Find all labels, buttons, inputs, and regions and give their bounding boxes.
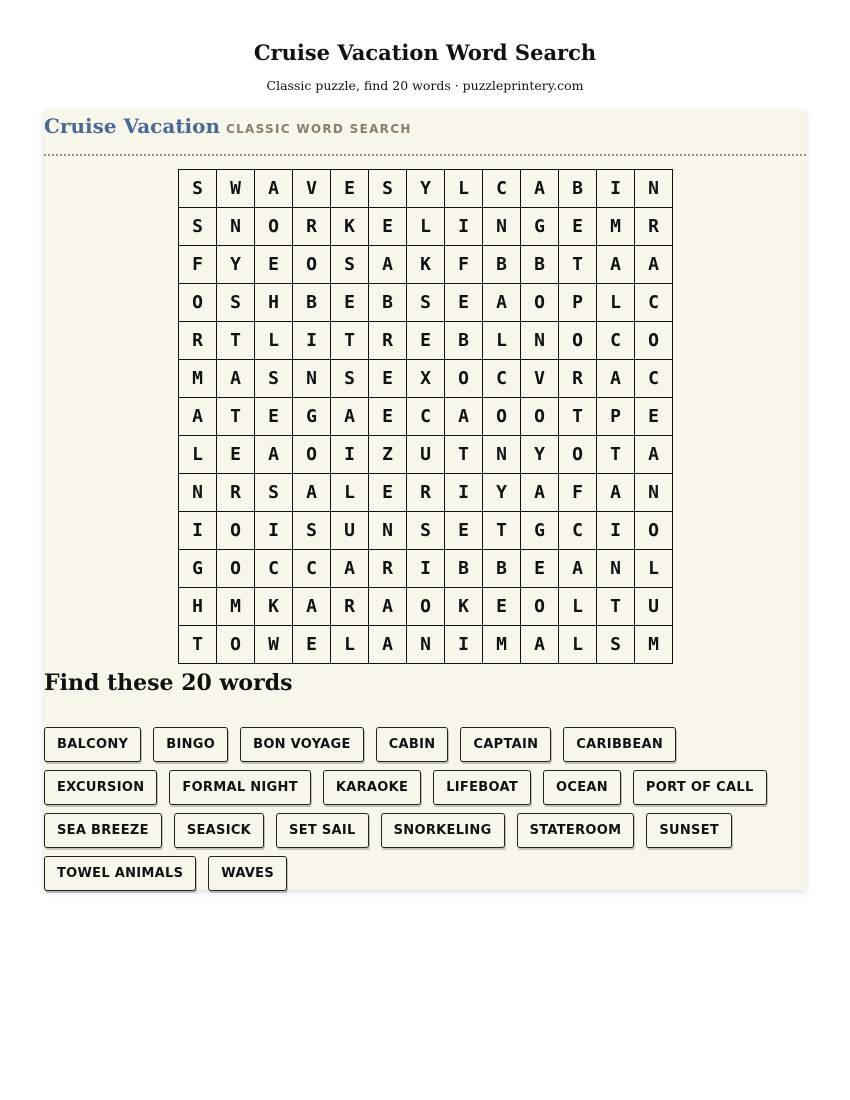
word-chip[interactable]: STATEROOM — [517, 813, 635, 848]
grid-cell[interactable]: Y — [521, 436, 559, 474]
card-header — [44, 110, 806, 156]
grid-cell[interactable]: Y — [217, 246, 255, 284]
grid-cell[interactable]: K — [407, 246, 445, 284]
word-chip[interactable]: SEA BREEZE — [44, 813, 162, 848]
grid-cell[interactable]: S — [217, 284, 255, 322]
letter-grid — [178, 169, 673, 664]
word-chip[interactable]: BON VOYAGE — [240, 727, 364, 762]
grid-cell[interactable]: S — [255, 474, 293, 512]
grid-cell[interactable]: R — [179, 322, 217, 360]
grid-cell[interactable]: M — [483, 626, 521, 664]
grid-cell[interactable]: O — [293, 436, 331, 474]
grid-cell[interactable]: Y — [407, 170, 445, 208]
grid-cell[interactable]: T — [445, 436, 483, 474]
word-chip[interactable]: LIFEBOAT — [433, 770, 531, 805]
grid-cell[interactable]: A — [521, 474, 559, 512]
grid-cell[interactable]: L — [635, 550, 673, 588]
grid-cell[interactable]: R — [559, 360, 597, 398]
grid-cell[interactable]: W — [255, 626, 293, 664]
grid-cell[interactable]: N — [179, 474, 217, 512]
grid-cell[interactable]: I — [255, 512, 293, 550]
grid-cell[interactable]: C — [635, 284, 673, 322]
grid-cell[interactable]: M — [217, 588, 255, 626]
page-title: Cruise Vacation Word Search — [253, 40, 597, 65]
grid-cell[interactable]: S — [331, 360, 369, 398]
grid-cell[interactable]: E — [331, 170, 369, 208]
grid-cell[interactable]: B — [445, 322, 483, 360]
grid-cell[interactable]: E — [369, 398, 407, 436]
grid-cell[interactable]: B — [445, 550, 483, 588]
word-row — [44, 813, 806, 848]
word-chip[interactable]: PORT OF CALL — [633, 770, 767, 805]
grid-cell[interactable]: I — [597, 512, 635, 550]
grid-cell[interactable]: E — [369, 208, 407, 246]
grid-cell[interactable]: C — [635, 360, 673, 398]
grid-cell[interactable]: T — [331, 322, 369, 360]
grid-cell[interactable]: R — [635, 208, 673, 246]
grid-cell[interactable]: O — [635, 512, 673, 550]
word-chip[interactable]: CAPTAIN — [460, 727, 551, 762]
grid-cell[interactable]: F — [179, 246, 217, 284]
grid-cell[interactable]: A — [445, 398, 483, 436]
grid-cell[interactable]: A — [521, 170, 559, 208]
card-title: Cruise Vacation — [44, 114, 221, 138]
grid-cell[interactable]: N — [483, 208, 521, 246]
grid-cell[interactable]: E — [445, 284, 483, 322]
grid-cell[interactable]: F — [445, 246, 483, 284]
grid-cell[interactable]: B — [293, 284, 331, 322]
grid-cell[interactable]: R — [407, 474, 445, 512]
grid-cell[interactable]: O — [445, 360, 483, 398]
word-chip[interactable]: TOWEL ANIMALS — [44, 856, 196, 891]
grid-cell[interactable]: H — [179, 588, 217, 626]
grid-cell[interactable]: K — [255, 588, 293, 626]
grid-cell[interactable]: S — [179, 170, 217, 208]
word-chip[interactable]: FORMAL NIGHT — [169, 770, 310, 805]
grid-cell[interactable]: A — [217, 360, 255, 398]
grid-cell[interactable]: N — [293, 360, 331, 398]
grid-cell[interactable]: E — [369, 474, 407, 512]
grid-cell[interactable]: A — [255, 170, 293, 208]
word-chip[interactable]: WAVES — [208, 856, 287, 891]
grid-cell[interactable]: A — [597, 474, 635, 512]
grid-cell[interactable]: U — [407, 436, 445, 474]
grid-cell[interactable]: L — [331, 626, 369, 664]
grid-cell[interactable]: L — [559, 588, 597, 626]
grid-cell[interactable]: A — [635, 436, 673, 474]
grid-cell[interactable]: A — [331, 550, 369, 588]
grid-cell[interactable]: C — [559, 512, 597, 550]
grid-cell[interactable]: B — [483, 246, 521, 284]
grid-cell[interactable]: S — [255, 360, 293, 398]
grid-cell[interactable]: A — [521, 626, 559, 664]
grid-cell[interactable]: S — [597, 626, 635, 664]
grid-cell[interactable]: T — [597, 588, 635, 626]
grid-cell[interactable]: R — [217, 474, 255, 512]
grid-cell[interactable]: C — [483, 360, 521, 398]
grid-cell[interactable]: A — [597, 360, 635, 398]
grid-cell[interactable]: O — [217, 626, 255, 664]
word-chip[interactable]: SNORKELING — [381, 813, 505, 848]
grid-cell[interactable]: O — [521, 284, 559, 322]
grid-cell[interactable]: T — [559, 398, 597, 436]
grid-cell[interactable]: V — [521, 360, 559, 398]
grid-cell[interactable]: G — [179, 550, 217, 588]
grid-cell[interactable]: T — [483, 512, 521, 550]
grid-cell[interactable]: K — [331, 208, 369, 246]
grid-cell[interactable]: S — [179, 208, 217, 246]
grid-cell[interactable]: E — [331, 284, 369, 322]
grid-cell[interactable]: A — [635, 246, 673, 284]
grid-cell[interactable]: A — [369, 626, 407, 664]
grid-cell[interactable]: R — [331, 588, 369, 626]
grid-cell[interactable]: A — [559, 550, 597, 588]
grid-cell[interactable]: O — [217, 512, 255, 550]
grid-cell[interactable]: N — [217, 208, 255, 246]
grid-cell[interactable]: I — [445, 208, 483, 246]
grid-cell[interactable]: I — [597, 170, 635, 208]
grid-cell[interactable]: B — [559, 170, 597, 208]
grid-cell[interactable]: N — [407, 626, 445, 664]
words-heading: Find these 20 words — [44, 670, 293, 696]
grid-cell[interactable]: O — [293, 246, 331, 284]
grid-cell[interactable]: E — [635, 398, 673, 436]
grid-cell[interactable]: O — [483, 398, 521, 436]
grid-cell[interactable]: C — [255, 550, 293, 588]
grid-cell[interactable]: B — [369, 284, 407, 322]
word-row — [44, 856, 806, 891]
grid-cell[interactable]: I — [179, 512, 217, 550]
grid-cell[interactable]: E — [255, 246, 293, 284]
grid-cell[interactable]: U — [331, 512, 369, 550]
grid-cell[interactable]: E — [255, 398, 293, 436]
grid-cell[interactable]: R — [369, 550, 407, 588]
grid-cell[interactable]: T — [217, 322, 255, 360]
grid-cell[interactable]: G — [521, 208, 559, 246]
grid-cell[interactable]: R — [369, 322, 407, 360]
grid-cell[interactable]: B — [521, 246, 559, 284]
grid-cell[interactable]: L — [445, 170, 483, 208]
grid-cell[interactable]: N — [635, 474, 673, 512]
grid-cell[interactable]: G — [521, 512, 559, 550]
grid-cell[interactable]: T — [559, 246, 597, 284]
page-subtitle: Classic puzzle, find 20 words · puzzleprintery.com — [266, 78, 584, 93]
grid-cell[interactable]: L — [255, 322, 293, 360]
word-chip[interactable]: SET SAIL — [276, 813, 369, 848]
word-row — [44, 727, 806, 762]
grid-cell[interactable]: E — [445, 512, 483, 550]
grid-cell[interactable]: L — [559, 626, 597, 664]
grid-cell[interactable]: M — [597, 208, 635, 246]
grid-cell[interactable]: I — [331, 436, 369, 474]
word-chip[interactable]: EXCURSION — [44, 770, 157, 805]
word-chip[interactable]: CABIN — [376, 727, 449, 762]
grid-cell[interactable]: O — [635, 322, 673, 360]
grid-cell[interactable]: I — [445, 474, 483, 512]
grid-cell[interactable]: A — [369, 246, 407, 284]
grid-cell[interactable]: O — [255, 208, 293, 246]
grid-cell[interactable]: N — [597, 550, 635, 588]
grid-cell[interactable]: I — [293, 322, 331, 360]
card-kicker: CLASSIC WORD SEARCH — [226, 122, 412, 136]
grid-cell[interactable]: S — [331, 246, 369, 284]
grid-cell[interactable]: L — [407, 208, 445, 246]
word-chip[interactable]: KARAOKE — [323, 770, 421, 805]
grid-cell[interactable]: Y — [483, 474, 521, 512]
grid-cell[interactable]: A — [597, 246, 635, 284]
grid-cell[interactable]: N — [369, 512, 407, 550]
grid-cell[interactable]: T — [597, 436, 635, 474]
grid-cell[interactable]: O — [407, 588, 445, 626]
grid-cell[interactable]: G — [293, 398, 331, 436]
grid-cell[interactable]: L — [331, 474, 369, 512]
grid-cell[interactable]: O — [521, 398, 559, 436]
grid-cell[interactable]: C — [293, 550, 331, 588]
word-row — [44, 770, 806, 805]
grid-cell[interactable]: I — [407, 550, 445, 588]
grid-cell[interactable]: S — [293, 512, 331, 550]
word-list — [44, 727, 806, 899]
word-chip[interactable]: SEASICK — [174, 813, 264, 848]
grid-cell[interactable]: O — [559, 322, 597, 360]
grid-cell[interactable]: A — [483, 284, 521, 322]
grid-cell[interactable]: E — [559, 208, 597, 246]
grid-cell[interactable]: S — [407, 284, 445, 322]
word-chip[interactable]: SUNSET — [646, 813, 732, 848]
grid-cell[interactable]: S — [369, 170, 407, 208]
grid-cell[interactable]: K — [445, 588, 483, 626]
grid-cell[interactable]: C — [483, 170, 521, 208]
word-chip[interactable]: OCEAN — [543, 770, 621, 805]
grid-cell[interactable]: E — [483, 588, 521, 626]
grid-cell[interactable]: I — [445, 626, 483, 664]
grid-cell[interactable]: E — [407, 322, 445, 360]
grid-cell[interactable]: L — [483, 322, 521, 360]
grid-cell[interactable]: X — [407, 360, 445, 398]
grid-cell[interactable]: A — [255, 436, 293, 474]
grid-cell[interactable]: A — [369, 588, 407, 626]
puzzle-card — [44, 110, 806, 890]
grid-cell[interactable]: E — [217, 436, 255, 474]
grid-cell[interactable]: N — [483, 436, 521, 474]
grid-cell[interactable]: U — [635, 588, 673, 626]
grid-cell[interactable]: N — [521, 322, 559, 360]
grid-cell[interactable]: C — [407, 398, 445, 436]
grid-cell[interactable]: E — [369, 360, 407, 398]
grid-cell[interactable]: T — [217, 398, 255, 436]
grid-cell[interactable]: B — [483, 550, 521, 588]
grid-cell[interactable]: A — [331, 398, 369, 436]
grid-cell[interactable]: A — [293, 588, 331, 626]
grid-cell[interactable]: T — [179, 626, 217, 664]
grid-cell[interactable]: P — [597, 398, 635, 436]
grid-cell[interactable]: O — [217, 550, 255, 588]
grid-cell[interactable]: V — [293, 170, 331, 208]
grid-cell[interactable]: O — [179, 284, 217, 322]
grid-cell[interactable]: S — [407, 512, 445, 550]
grid-cell[interactable]: A — [179, 398, 217, 436]
grid-cell[interactable]: H — [255, 284, 293, 322]
grid-cell[interactable]: W — [217, 170, 255, 208]
grid-cell[interactable]: Z — [369, 436, 407, 474]
grid-cell[interactable]: E — [293, 626, 331, 664]
grid-cell[interactable]: F — [559, 474, 597, 512]
grid-cell[interactable]: L — [597, 284, 635, 322]
grid-cell[interactable]: O — [521, 588, 559, 626]
grid-cell[interactable]: A — [293, 474, 331, 512]
grid-cell[interactable]: M — [635, 626, 673, 664]
grid-cell[interactable]: M — [179, 360, 217, 398]
word-chip[interactable]: BINGO — [153, 727, 228, 762]
grid-cell[interactable]: O — [559, 436, 597, 474]
grid-cell[interactable]: P — [559, 284, 597, 322]
grid-cell[interactable]: N — [635, 170, 673, 208]
grid-cell[interactable]: E — [521, 550, 559, 588]
word-chip[interactable]: CARIBBEAN — [563, 727, 676, 762]
grid-cell[interactable]: C — [597, 322, 635, 360]
grid-cell[interactable]: R — [293, 208, 331, 246]
word-chip[interactable]: BALCONY — [44, 727, 141, 762]
grid-cell[interactable]: L — [179, 436, 217, 474]
